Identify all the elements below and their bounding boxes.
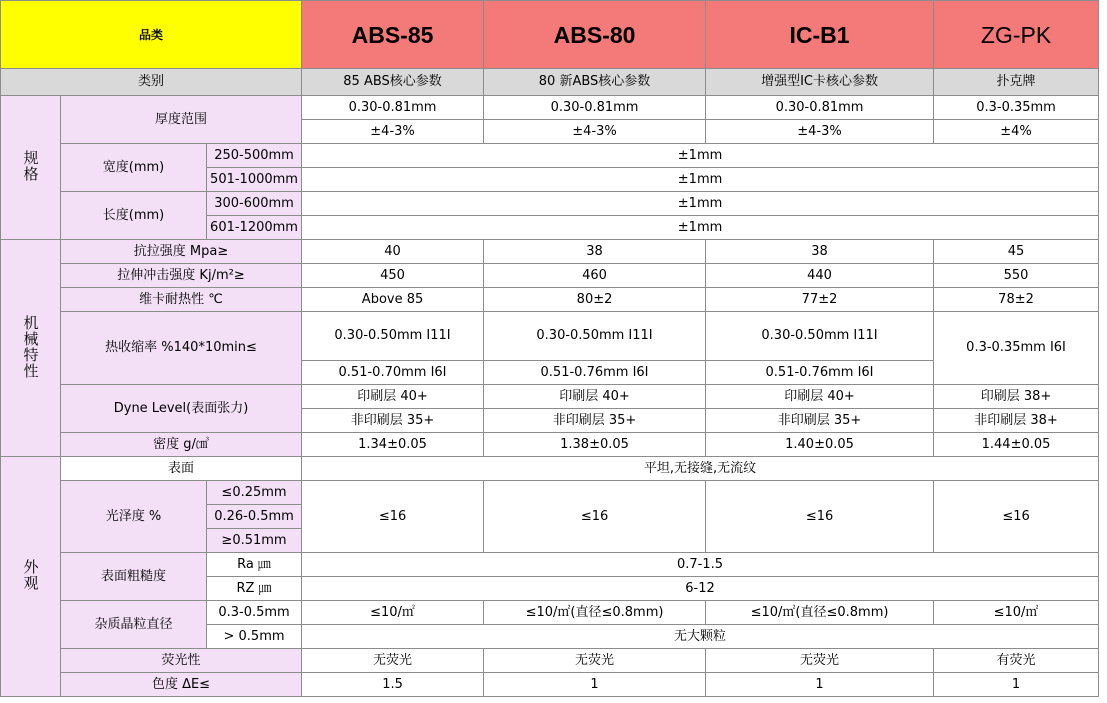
range-cell: > 0.5mm bbox=[207, 625, 302, 649]
table-row bbox=[1, 601, 1099, 625]
row-label-impact: 拉伸冲击强度 Kj/m²≥ bbox=[61, 264, 302, 288]
merged-value-cell: 0.7-1.5 bbox=[302, 553, 1099, 577]
table-cell: ≤10/㎡(直径≤0.8mm) bbox=[484, 601, 706, 625]
table-row bbox=[1, 649, 1099, 673]
row-label-width: 宽度(mm) bbox=[61, 144, 207, 192]
table-cell: 1.38±0.05 bbox=[484, 433, 706, 457]
row-label-fluorescence: 荧光性 bbox=[61, 649, 302, 673]
table-cell: 0.30-0.50mm I11I bbox=[302, 312, 484, 361]
table-cell: 0.3-0.35mm I6I bbox=[934, 312, 1099, 385]
table-cell: 无荧光 bbox=[484, 649, 706, 673]
table-row bbox=[1, 385, 1099, 409]
table-cell: 77±2 bbox=[706, 288, 934, 312]
merged-value-cell: ±1mm bbox=[302, 168, 1099, 192]
table-row bbox=[1, 144, 1099, 168]
table-cell: 0.30-0.50mm I11I bbox=[484, 312, 706, 361]
table-cell: 0.51-0.76mm I6I bbox=[706, 361, 934, 385]
merged-value-cell: 6-12 bbox=[302, 577, 1099, 601]
table-cell: 460 bbox=[484, 264, 706, 288]
row-label-dyne: Dyne Level(表面张力) bbox=[61, 385, 302, 433]
range-cell: 501-1000mm bbox=[207, 168, 302, 192]
table-cell: ≤16 bbox=[484, 481, 706, 553]
table-cell: ≤10/㎡(直径≤0.8mm) bbox=[706, 601, 934, 625]
table-cell: 无荧光 bbox=[302, 649, 484, 673]
table-cell: ≤16 bbox=[706, 481, 934, 553]
category-cell: 85 ABS核心参数 bbox=[302, 69, 484, 96]
category-row bbox=[1, 69, 1099, 96]
table-row bbox=[1, 264, 1099, 288]
table-cell: 45 bbox=[934, 240, 1099, 264]
table-cell: ±4-3% bbox=[706, 120, 934, 144]
range-cell: 601-1200mm bbox=[207, 216, 302, 240]
category-cell: 增强型IC卡核心参数 bbox=[706, 69, 934, 96]
table-cell: 450 bbox=[302, 264, 484, 288]
row-label-thickness: 厚度范围 bbox=[61, 96, 302, 144]
table-cell: 40 bbox=[302, 240, 484, 264]
table-cell: ≤16 bbox=[302, 481, 484, 553]
row-label-gloss: 光泽度 % bbox=[61, 481, 207, 553]
category-cell: 扑克牌 bbox=[934, 69, 1099, 96]
table-cell: ≤16 bbox=[934, 481, 1099, 553]
table-cell: 1.5 bbox=[302, 673, 484, 697]
table-row bbox=[1, 481, 1099, 505]
table-cell: 0.30-0.81mm bbox=[484, 96, 706, 120]
range-cell: ≤0.25mm bbox=[207, 481, 302, 505]
range-cell: ≥0.51mm bbox=[207, 529, 302, 553]
model-header-abs80: ABS-80 bbox=[484, 1, 706, 69]
table-row bbox=[1, 433, 1099, 457]
table-cell: ≤10/㎡ bbox=[934, 601, 1099, 625]
header-row bbox=[1, 1, 1099, 69]
table-row bbox=[1, 457, 1099, 481]
table-cell: 440 bbox=[706, 264, 934, 288]
table-cell: ±4-3% bbox=[302, 120, 484, 144]
merged-value-cell: 无大颗粒 bbox=[302, 625, 1099, 649]
table-cell: 印刷层 38+ bbox=[934, 385, 1099, 409]
table-cell: 0.51-0.70mm I6I bbox=[302, 361, 484, 385]
table-cell: 1 bbox=[484, 673, 706, 697]
section-look: 外观 bbox=[1, 457, 61, 697]
table-row bbox=[1, 553, 1099, 577]
table-cell: 0.3-0.35mm bbox=[934, 96, 1099, 120]
param-cell: RZ ㎛ bbox=[207, 577, 302, 601]
row-label-color: 色度 ΔE≤ bbox=[61, 673, 302, 697]
model-header-abs85: ABS-85 bbox=[302, 1, 484, 69]
section-mech: 机械特性 bbox=[1, 240, 61, 457]
category-label: 类别 bbox=[1, 69, 302, 96]
table-row bbox=[1, 288, 1099, 312]
table-cell: ≤10/㎡ bbox=[302, 601, 484, 625]
row-label-roughness: 表面粗糙度 bbox=[61, 553, 207, 601]
row-label-vicat: 维卡耐热性 ℃ bbox=[61, 288, 302, 312]
table-cell: 0.30-0.81mm bbox=[302, 96, 484, 120]
row-label-density: 密度 g/㎤ bbox=[61, 433, 302, 457]
table-cell: 38 bbox=[706, 240, 934, 264]
table-cell: ±4-3% bbox=[484, 120, 706, 144]
row-label-impurity: 杂质晶粒直径 bbox=[61, 601, 207, 649]
table-cell: 印刷层 40+ bbox=[484, 385, 706, 409]
table-cell: 0.30-0.50mm I11I bbox=[706, 312, 934, 361]
table-cell: 0.30-0.81mm bbox=[706, 96, 934, 120]
table-cell: 非印刷层 38+ bbox=[934, 409, 1099, 433]
range-cell: 300-600mm bbox=[207, 192, 302, 216]
model-header-icb1: IC-B1 bbox=[706, 1, 934, 69]
merged-value-cell: ±1mm bbox=[302, 192, 1099, 216]
merged-value-cell: ±1mm bbox=[302, 216, 1099, 240]
table-cell: 0.51-0.76mm I6I bbox=[484, 361, 706, 385]
range-cell: 0.3-0.5mm bbox=[207, 601, 302, 625]
table-cell: ±4% bbox=[934, 120, 1099, 144]
table-cell: Above 85 bbox=[302, 288, 484, 312]
table-row bbox=[1, 96, 1099, 120]
section-spec: 规格 bbox=[1, 96, 61, 240]
row-label-length: 长度(mm) bbox=[61, 192, 207, 240]
row-label-shrink: 热收缩率 %140*10min≤ bbox=[61, 312, 302, 385]
table-cell: 无荧光 bbox=[706, 649, 934, 673]
table-cell: 1 bbox=[706, 673, 934, 697]
table-cell: 78±2 bbox=[934, 288, 1099, 312]
table-cell: 有荧光 bbox=[934, 649, 1099, 673]
table-cell: 38 bbox=[484, 240, 706, 264]
row-label-surface: 表面 bbox=[61, 457, 302, 481]
table-cell: 1 bbox=[934, 673, 1099, 697]
merged-value-cell: ±1mm bbox=[302, 144, 1099, 168]
table-cell: 1.34±0.05 bbox=[302, 433, 484, 457]
merged-value-cell: 平坦,无接缝,无流纹 bbox=[302, 457, 1099, 481]
table-row bbox=[1, 192, 1099, 216]
table-row bbox=[1, 312, 1099, 361]
table-row bbox=[1, 240, 1099, 264]
table-cell: 非印刷层 35+ bbox=[484, 409, 706, 433]
range-cell: 0.26-0.5mm bbox=[207, 505, 302, 529]
table-cell: 1.40±0.05 bbox=[706, 433, 934, 457]
table-cell: 非印刷层 35+ bbox=[302, 409, 484, 433]
table-cell: 印刷层 40+ bbox=[302, 385, 484, 409]
table-cell: 印刷层 40+ bbox=[706, 385, 934, 409]
table-cell: 550 bbox=[934, 264, 1099, 288]
range-cell: 250-500mm bbox=[207, 144, 302, 168]
table-cell: 80±2 bbox=[484, 288, 706, 312]
model-header-zgpk: ZG-PK bbox=[934, 1, 1099, 69]
param-cell: Ra ㎛ bbox=[207, 553, 302, 577]
category-cell: 80 新ABS核心参数 bbox=[484, 69, 706, 96]
brand-header: 品类 bbox=[1, 1, 302, 69]
table-cell: 1.44±0.05 bbox=[934, 433, 1099, 457]
row-label-tensile: 抗拉强度 Mpa≥ bbox=[61, 240, 302, 264]
table-row bbox=[1, 673, 1099, 697]
table-cell: 非印刷层 35+ bbox=[706, 409, 934, 433]
